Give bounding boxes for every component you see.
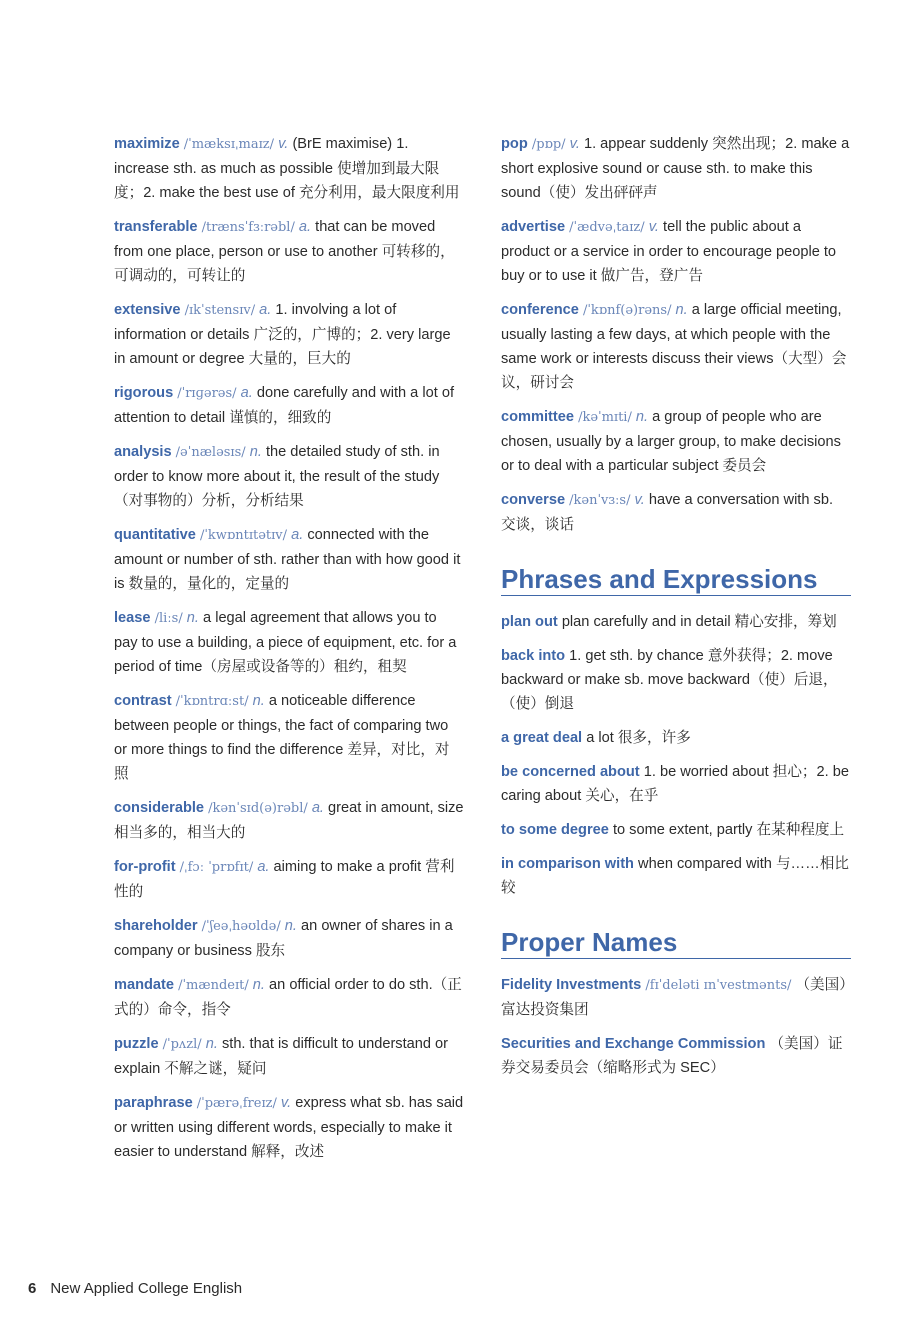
definition: have a conversation with sb. 交谈，谈话 [501,492,834,533]
part-of-speech: a. [291,527,304,543]
left-column [114,132,464,1174]
headword: pop [501,136,528,152]
headword: lease [114,610,151,626]
definition: 1. appear suddenly 突然出现；2. make a short explosive sound or cause sth. to make this sound（使）发出砰砰声 [501,136,850,201]
definition: to some extent, partly 在某种程度上 [612,822,845,838]
headword: extensive [114,302,181,318]
definition: （美国）富达投资集团 [501,977,847,1018]
part-of-speech: n. [205,1036,218,1052]
part-of-speech: n. [675,302,688,318]
phonetic: /ˌfɔː ˈprɒfɪt/ [179,860,254,875]
headword: maximize [114,136,180,152]
phonetic: /kənˈsɪd(ə)rəbl/ [208,801,308,816]
definition: a lot 很多，许多 [586,730,691,746]
headword: for-profit [114,859,176,875]
right-column [501,132,851,1090]
phrase-entry [501,818,851,842]
phonetic: /pɒp/ [531,137,566,152]
vocab-entry [501,215,851,288]
phrase-entry [501,760,851,808]
part-of-speech: a. [259,302,272,318]
phonetic: /kəˈmɪti/ [578,410,632,425]
definition: the detailed study of sth. in order to know more about it, the result of the study（对事物的）分析，分析结果 [114,444,440,509]
phonetic: /ˈædvəˌtaɪz/ [569,220,645,235]
headword: shareholder [114,918,198,934]
part-of-speech: a. [257,859,270,875]
vocab-entry [114,440,464,513]
phrase: a great deal [501,730,583,746]
headword: puzzle [114,1036,159,1052]
phrases-section-title: Phrases and Expressions [501,563,851,596]
proper-name-entry [501,973,851,1022]
phonetic: /ˈrɪɡərəs/ [177,386,237,401]
phrase: plan out [501,614,558,630]
part-of-speech: a. [240,385,253,401]
phrase: in comparison with [501,856,634,872]
phonetic: /fɪˈdeləti ɪnˈvestmənts/ [645,978,792,993]
vocab-entry [114,796,464,845]
definition: 1. involving a lot of information or details 广泛的，广博的；2. very large in amount or degree 大量的，巨大的 [114,302,451,367]
headword: rigorous [114,385,174,401]
part-of-speech: v. [278,136,289,152]
part-of-speech: n. [186,610,199,626]
part-of-speech: n. [252,693,265,709]
headword: transferable [114,219,198,235]
definition: connected with the amount or number of sth. rather than with how good it is 数量的，量化的，定量的 [114,527,461,592]
headword: mandate [114,977,175,993]
vocab-entry [501,405,851,478]
vocab-entry [114,298,464,371]
phonetic: /ˈmændeɪt/ [178,978,249,993]
vocab-entry [501,132,851,205]
vocab-entry [114,1091,464,1164]
headword: converse [501,492,566,508]
phrase-entry [501,852,851,900]
part-of-speech: n. [635,409,649,425]
part-of-speech: n. [249,444,262,460]
phonetic: /ˈkwɒntɪtətɪv/ [199,528,288,543]
definition: （美国）证券交易委员会（缩略形式为 SEC） [501,1036,843,1076]
definition: a noticeable difference between people or things, the fact of comparing two or more things to find the difference 差异，对比，对照 [114,693,450,782]
definition: express what sb. has said or written using different words, especially to make it easier to understand 解释，改述 [114,1095,464,1160]
phonetic: /liːs/ [154,611,183,626]
definition: an official order to do sth.（正式的）命令，指令 [114,977,462,1018]
definition: a large official meeting, usually lasting a few days, at which people with the same work or interests discuss their views（大型）会议，研讨会 [501,302,847,391]
phonetic: /ˈmæksɪˌmaɪz/ [183,137,275,152]
definition: sth. that is difficult to understand or explain 不解之谜，疑问 [114,1036,449,1077]
vocab-entry [501,298,851,395]
phonetic: /ˈkɒnf(ə)rəns/ [582,303,672,318]
phonetic: /əˈnæləsɪs/ [175,445,246,460]
vocab-entry [114,215,464,288]
definition: great in amount, size 相当多的，相当大的 [114,800,464,841]
vocab-entry [114,523,464,596]
vocab-entry [114,855,464,904]
phrase-entry [501,644,851,716]
part-of-speech: a. [298,219,312,235]
phonetic: /ˈpærəˌfreɪz/ [196,1096,277,1111]
phonetic: /ˈpʌzl/ [162,1037,202,1052]
part-of-speech: n. [252,977,265,993]
proper-name: Fidelity Investments [501,977,642,993]
vocab-entry [114,914,464,963]
definition: done carefully and with a lot of attention to detail 谨慎的，细致的 [114,385,454,426]
proper-name-entry [501,1032,851,1080]
headword: conference [501,302,579,318]
definition: aiming to make a profit 营利性的 [114,859,455,900]
vocab-entry [114,973,464,1022]
vocab-entry [114,606,464,679]
part-of-speech: v. [634,492,645,508]
proper-names-section-title: Proper Names [501,926,851,959]
part-of-speech: v. [648,219,659,235]
definition: 1. get sth. by chance 意外获得；2. move backward or make sb. move backward（使）后退，（使）倒退 [501,648,838,712]
definition: an owner of shares in a company or business 股东 [114,918,453,959]
part-of-speech: a. [311,800,324,816]
headword: analysis [114,444,172,460]
page-number: 6 [28,1280,37,1297]
phrase: to some degree [501,822,609,838]
phonetic: /kənˈvɜːs/ [569,493,631,508]
definition: that can be moved from one place, person or use to another 可转移的，可调动的，可转让的 [114,219,455,284]
phonetic: /ˈʃeəˌhəʊldə/ [201,919,281,934]
vocab-entry [501,488,851,537]
phrase-entry [501,726,851,750]
definition: 1. be worried about 担心；2. be caring about 关心，在乎 [501,764,849,804]
vocab-entry [114,381,464,430]
definition: a group of people who are chosen, usually by a larger group, to make decisions or to deal with a particular subject 委员会 [501,409,841,474]
part-of-speech: n. [284,918,297,934]
vocab-entry [114,132,464,205]
proper-name: Securities and Exchange Commission [501,1036,766,1052]
phrase: back into [501,648,566,664]
headword: advertise [501,219,566,235]
part-of-speech: v. [569,136,580,152]
phrase: be concerned about [501,764,640,780]
definition: plan carefully and in detail 精心安排，筹划 [561,614,837,630]
definition: (BrE maximise) 1. increase sth. as much as possible 使增加到最大限度；2. make the best use of 充分利用，最大限度利用 [114,136,460,201]
headword: quantitative [114,527,196,543]
headword: paraphrase [114,1095,193,1111]
vocab-entry [114,689,464,786]
phrase-entry [501,610,851,634]
definition: when compared with 与……相比较 [501,856,849,896]
phonetic: /trænsˈfɜːrəbl/ [201,220,295,235]
page-footer [28,1280,242,1297]
headword: committee [501,409,574,425]
definition: tell the public about a product or a service in order to encourage people to buy or to use it 做广告，登广告 [501,219,837,284]
phonetic: /ɪkˈstensɪv/ [184,303,256,318]
headword: contrast [114,693,172,709]
headword: considerable [114,800,205,816]
phonetic: /ˈkɒntrɑːst/ [175,694,249,709]
vocab-entry [114,1032,464,1081]
part-of-speech: v. [280,1095,292,1111]
book-title: New Applied College English [50,1280,243,1297]
definition: a legal agreement that allows you to pay to use a building, a piece of equipment, etc. for a period of time（房屋或设备等的）租约，租契 [114,610,457,675]
